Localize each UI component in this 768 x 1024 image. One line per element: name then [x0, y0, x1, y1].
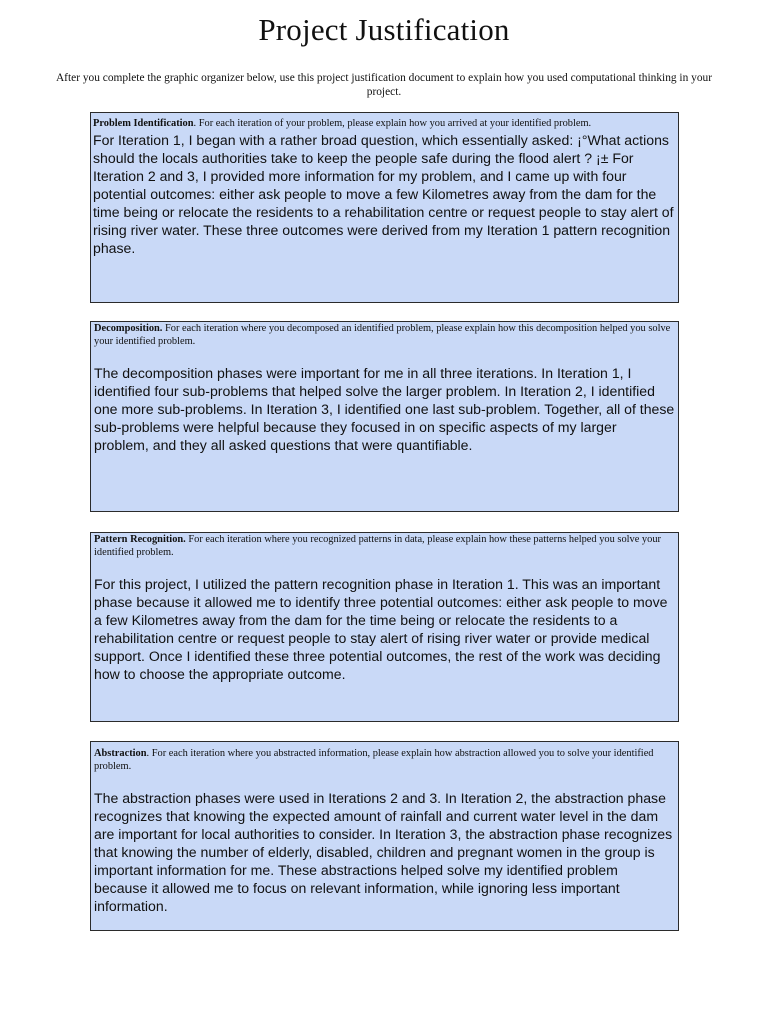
section-header: [94, 534, 675, 559]
section-label: Pattern Recognition.: [94, 534, 186, 545]
section-header: [94, 323, 675, 348]
section-response: The abstraction phases were used in Iterations 2 and 3. In Iteration 2, the abstraction phase recognizes that knowing the expected amount of rainfall and current water level in the dam are important for local authorities to consider. In Iteration 3, the abstraction phase recognizes that knowing the number of elderly, disabled, children and pregnant women in the group is important information for me. These abstractions helped solve my identified problem because it allowed me to focus on relevant information, while ignoring less important information.: [94, 790, 673, 914]
section-instruction: For each iteration where you recognized patterns in data, please explain how these patterns helped you solve your identified problem.: [94, 534, 661, 558]
section-response: For this project, I utilized the pattern recognition phase in Iteration 1. This was an important phase because it allowed me to identify three potential outcomes: either ask people to move a few Kilometres away from the dam for the time being or relocate the residents to a rehabilitation centre or request people to stay alert of rising river water or provide medical support. Once I identified these three potential outcomes, the rest of the work was deciding how to choose the appropriate outcome.: [94, 576, 668, 682]
decomposition-box: [90, 321, 679, 512]
section-header: [93, 118, 675, 131]
pattern-recognition-box: [90, 532, 679, 722]
section-instruction: . For each iteration where you abstracted information, please explain how abstraction allowed you to solve your identified problem.: [94, 748, 654, 772]
section-response: For Iteration 1, I began with a rather broad question, which essentially asked: ¡°What actions should the locals authorities take to keep the people safe during the flood alert ? ¡± For Iteration 2 and 3, I provided more information for my problem, and I came up with four potential outcomes: either ask people to move a few Kilometres away from the dam for the time being or relocate the residents to a rehabilitation centre or request people to stay alert of rising river water. These three outcomes were derived from my Iteration 1 pattern recognition phase.: [93, 131, 674, 256]
section-label: Problem Identification: [93, 118, 194, 129]
problem-identification-box: [90, 112, 679, 303]
section-instruction: For each iteration where you decomposed an identified problem, please explain how this decomposition helped you solve your identified problem.: [94, 323, 671, 347]
abstraction-box: [90, 741, 679, 931]
section-response: The decomposition phases were important for me in all three iterations. In Iteration 1, I identified four sub-problems that helped solve the larger problem. In Iteration 2, I identified one more sub-problems. In Iteration 3, I identified one last sub-problem. Together, all of these sub-problems were helpful because they focused in on specific aspects of my larger problem, and they all asked questions that were quantifiable.: [94, 365, 675, 453]
page-title: Project Justification: [258, 12, 510, 47]
section-label: Abstraction: [94, 748, 147, 759]
intro-text: After you complete the graphic organizer below, use this project justification document to explain how you used computational thinking in your project.: [55, 72, 713, 98]
section-instruction: . For each iteration of your problem, please explain how you arrived at your identified problem.: [193, 118, 592, 129]
section-label: Decomposition.: [94, 323, 163, 334]
section-header: [94, 748, 675, 773]
